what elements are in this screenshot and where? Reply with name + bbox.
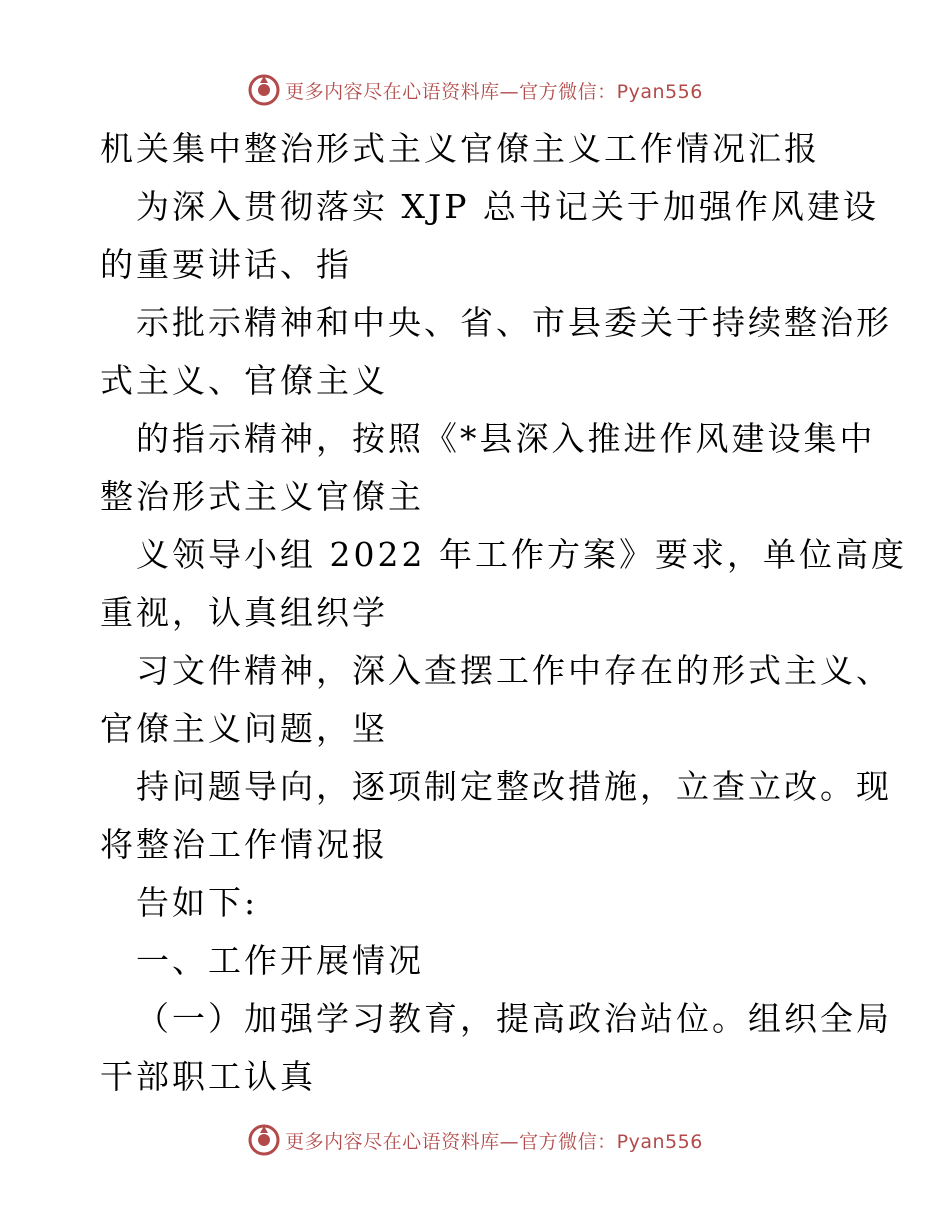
subsection-heading: （一）加强学习教育，提高政治站位。组织全局 — [136, 999, 892, 1038]
document-body — [100, 120, 907, 1106]
logo-icon — [247, 1123, 281, 1157]
paragraph-line: 官僚主义问题，坚 — [100, 709, 388, 748]
paragraph-line: 式主义、官僚主义 — [100, 361, 388, 400]
paragraph-line: 示批示精神和中央、省、市县委关于持续整治形 — [136, 303, 892, 342]
paragraph-line: 整治形式主义官僚主 — [100, 477, 424, 516]
paragraph-line: 习文件精神，深入查摆工作中存在的形式主义、 — [136, 651, 892, 690]
watermark-text: 更多内容尽在心语资料库—官方微信：Pyan556 — [285, 80, 703, 103]
paragraph-line: 的重要讲话、指 — [100, 245, 352, 284]
paragraph-line: 义领导小组 2022 年工作方案》要求，单位高度 — [136, 535, 907, 574]
paragraph-line: 持问题导向，逐项制定整改措施，立查立改。现 — [136, 767, 892, 806]
paragraph-line: 的指示精神，按照《*县深入推进作风建设集中 — [136, 419, 876, 458]
watermark-text: 更多内容尽在心语资料库—官方微信：Pyan556 — [285, 1130, 703, 1153]
document-title: 机关集中整治形式主义官僚主义工作情况汇报 — [100, 129, 820, 168]
paragraph-line: 重视，认真组织学 — [100, 593, 388, 632]
paragraph-line: 告如下: — [136, 883, 259, 922]
paragraph-line: 将整治工作情况报 — [100, 825, 388, 864]
watermark-footer — [0, 1120, 950, 1160]
logo-icon — [247, 73, 281, 107]
watermark-header — [0, 70, 950, 110]
paragraph-line: 为深入贯彻落实 XJP 总书记关于加强作风建设 — [136, 187, 879, 226]
paragraph-line: 干部职工认真 — [100, 1057, 316, 1096]
section-heading: 一、工作开展情况 — [136, 941, 424, 980]
